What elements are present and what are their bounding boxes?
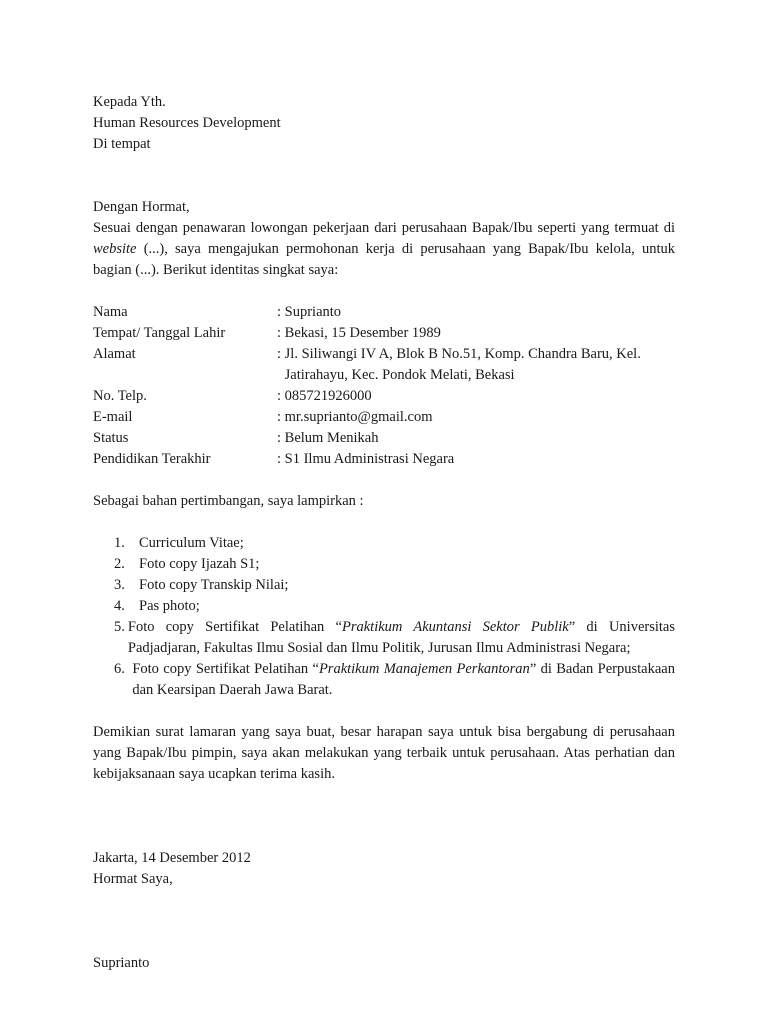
identity-label: Status xyxy=(93,430,129,446)
list-number: 5. xyxy=(114,619,125,635)
identity-label: E-mail xyxy=(93,409,133,425)
identity-value: Jl. Siliwangi IV A, Blok B No.51, Komp. Chandra Baru, Kel. Jatirahayu, Kec. Pondok Melati, Bekasi xyxy=(284,346,641,383)
identity-label: Tempat/ Tanggal Lahir xyxy=(93,325,226,341)
list-item xyxy=(93,617,675,659)
closing-paragraph: Demikian surat lamaran yang saya buat, besar harapan saya untuk bisa bergabung di perusahaan yang Bapak/Ibu pimpin, saya akan melakukan yang terbaik untuk perusahaan. Atas perhatian dan kebijaksanaan saya ucapkan terima kasih. xyxy=(93,724,675,782)
list-number: 3. xyxy=(114,577,125,593)
identity-value: S1 Ilmu Administrasi Negara xyxy=(284,451,455,467)
intro-text-1: Sesuai dengan penawaran lowongan pekerjaan dari perusahaan Bapak/Ibu seperti yang termuat di xyxy=(93,220,675,236)
list-text: Foto copy Transkip Nilai; xyxy=(139,577,289,593)
list-text-pre: Foto copy Sertifikat Pelatihan “ xyxy=(127,619,342,635)
recipient-line-2: Human Resources Development xyxy=(93,115,281,131)
identity-value: Suprianto xyxy=(284,304,342,320)
list-item xyxy=(93,554,675,575)
identity-table xyxy=(93,302,675,470)
recipient-line-1: Kepada Yth. xyxy=(93,94,166,110)
list-text: Foto copy Ijazah S1; xyxy=(139,556,260,572)
greeting: Dengan Hormat, xyxy=(93,199,190,215)
colon: : xyxy=(277,409,285,425)
list-number: 4. xyxy=(114,598,125,614)
identity-value: Bekasi, 15 Desember 1989 xyxy=(284,325,441,341)
list-number: 1. xyxy=(114,535,125,551)
list-item xyxy=(93,533,675,554)
attachments-intro: Sebagai bahan pertimbangan, saya lampirkan : xyxy=(93,493,364,509)
intro-paragraph xyxy=(93,218,675,281)
signature-name: Suprianto xyxy=(93,955,150,971)
list-text xyxy=(132,659,675,701)
list-item xyxy=(93,596,675,617)
list-item xyxy=(93,575,675,596)
list-text: Pas photo; xyxy=(139,598,200,614)
list-text: Curriculum Vitae; xyxy=(139,535,244,551)
list-text-post: ” di Badan Perpustakaan dan Kearsipan Daerah Jawa Barat. xyxy=(132,661,675,698)
intro-text-2: (...), saya mengajukan permohonan kerja di perusahaan yang Bapak/Ibu kelola, untuk bagian (...). Berikut identitas singkat saya: xyxy=(93,241,675,278)
intro-website: website xyxy=(93,241,137,257)
identity-label: No. Telp. xyxy=(93,388,147,404)
identity-row xyxy=(93,386,675,407)
recipient-line-3: Di tempat xyxy=(93,136,151,152)
list-text-post: ” di Universitas Padjadjaran, Fakultas Ilmu Sosial dan Ilmu Politik, Jurusan Ilmu Administrasi Negara; xyxy=(127,619,675,656)
list-text xyxy=(128,617,675,659)
colon: : xyxy=(277,451,285,467)
colon: : xyxy=(277,325,285,341)
list-number: 2. xyxy=(114,556,125,572)
colon: : xyxy=(277,430,285,446)
letter-page xyxy=(93,92,675,974)
colon: : xyxy=(277,388,285,404)
identity-row xyxy=(93,407,675,428)
colon: : xyxy=(277,304,285,320)
list-text-pre: Foto copy Sertifikat Pelatihan “ xyxy=(132,661,319,677)
training-title: Praktikum Akuntansi Sektor Publik xyxy=(342,619,569,635)
identity-row xyxy=(93,302,675,323)
identity-label: Alamat xyxy=(93,346,136,362)
identity-row xyxy=(93,323,675,344)
list-item xyxy=(93,659,675,701)
identity-label: Pendidikan Terakhir xyxy=(93,451,211,467)
list-number: 6. xyxy=(114,661,125,677)
training-title: Praktikum Manajemen Perkantoran xyxy=(318,661,530,677)
identity-value: mr.suprianto@gmail.com xyxy=(284,409,433,425)
identity-value: Belum Menikah xyxy=(284,430,379,446)
identity-value: 085721926000 xyxy=(284,388,372,404)
identity-row xyxy=(93,428,675,449)
colon: : xyxy=(277,346,285,362)
identity-label: Nama xyxy=(93,304,128,320)
place-date: Jakarta, 14 Desember 2012 xyxy=(93,850,251,866)
sign-off: Hormat Saya, xyxy=(93,871,173,887)
attachments-list xyxy=(93,533,675,701)
identity-row xyxy=(93,449,675,470)
identity-row xyxy=(93,344,675,386)
